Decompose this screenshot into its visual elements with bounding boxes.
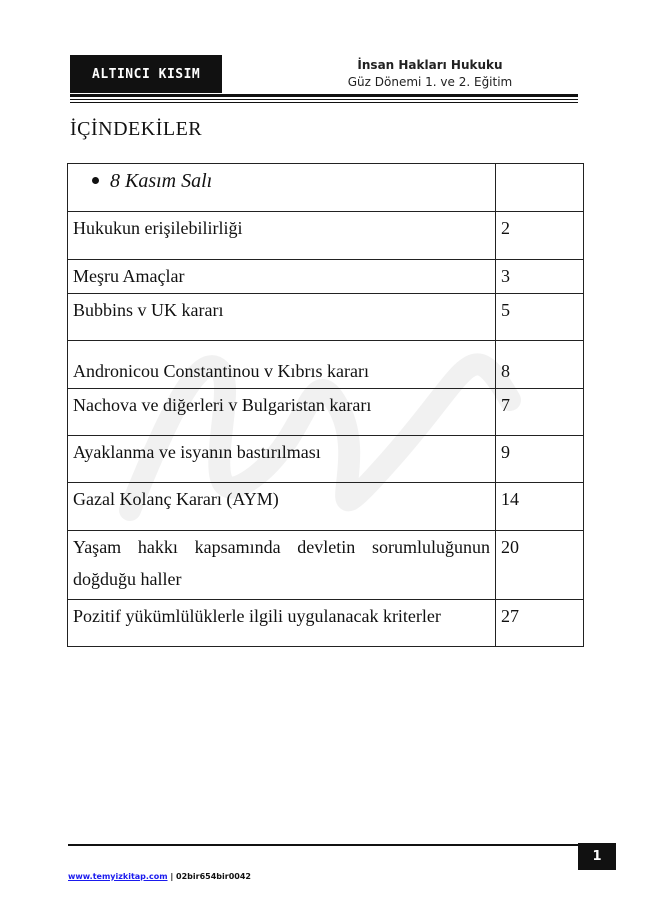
toc-row[interactable] xyxy=(68,389,584,436)
toc-row-page: 27 xyxy=(496,600,584,647)
toc-date-cell xyxy=(68,164,496,212)
section-label: ALTINCI KISIM xyxy=(70,55,222,93)
toc-row-page: 5 xyxy=(496,294,584,341)
toc-date-page xyxy=(496,164,584,212)
page-number: 1 xyxy=(578,843,616,870)
footer xyxy=(68,872,251,881)
toc-row[interactable] xyxy=(68,294,584,341)
toc-row[interactable] xyxy=(68,212,584,260)
toc-row[interactable] xyxy=(68,341,584,389)
toc-row-page: 14 xyxy=(496,483,584,531)
toc-row-title: Pozitif yükümlülüklerle ilgili uygulanacak kriterler xyxy=(68,600,496,647)
footer-code: 02bir654bir0042 xyxy=(176,872,251,881)
toc-row-page: 2 xyxy=(496,212,584,260)
toc-row[interactable] xyxy=(68,483,584,531)
header-rule-thin-2 xyxy=(70,102,578,103)
header-rule-thick xyxy=(70,94,578,97)
course-title: İnsan Hakları Hukuku xyxy=(357,58,503,72)
toc-row-title: Nachova ve diğerleri v Bulgaristan kararı xyxy=(68,389,496,436)
bullet-icon xyxy=(92,177,99,184)
toc-row-title: Ayaklanma ve isyanın bastırılması xyxy=(68,436,496,483)
toc-row-page: 9 xyxy=(496,436,584,483)
toc-row-title: Andronicou Constantinou v Kıbrıs kararı xyxy=(68,341,496,389)
toc-row-page: 7 xyxy=(496,389,584,436)
toc-row-title: Meşru Amaçlar xyxy=(68,260,496,294)
toc-table xyxy=(67,163,584,647)
toc-row-title: Gazal Kolanç Kararı (AYM) xyxy=(68,483,496,531)
course-subtitle: Güz Dönemi 1. ve 2. Eğitim xyxy=(347,75,513,89)
toc-row-page: 20 xyxy=(496,531,584,600)
toc-row-title: Bubbins v UK kararı xyxy=(68,294,496,341)
website-link[interactable]: www.temyizkitap.com xyxy=(68,872,168,881)
toc-date-row xyxy=(68,164,584,212)
toc-row-page: 3 xyxy=(496,260,584,294)
toc-row-title: Hukukun erişilebilirliği xyxy=(68,212,496,260)
footer-separator: | xyxy=(170,872,174,881)
toc-date-label: 8 Kasım Salı xyxy=(110,170,213,192)
toc-row[interactable] xyxy=(68,436,584,483)
footer-rule xyxy=(68,844,578,846)
page-title: İÇİNDEKİLER xyxy=(70,118,203,140)
toc-row[interactable] xyxy=(68,260,584,294)
toc-row-title: Yaşam hakkı kapsamında devletin sorumluluğunun doğduğu haller xyxy=(68,531,496,600)
toc-row-page: 8 xyxy=(496,341,584,389)
toc-row[interactable] xyxy=(68,531,584,600)
header-rule-thin xyxy=(70,99,578,100)
toc-row[interactable] xyxy=(68,600,584,647)
